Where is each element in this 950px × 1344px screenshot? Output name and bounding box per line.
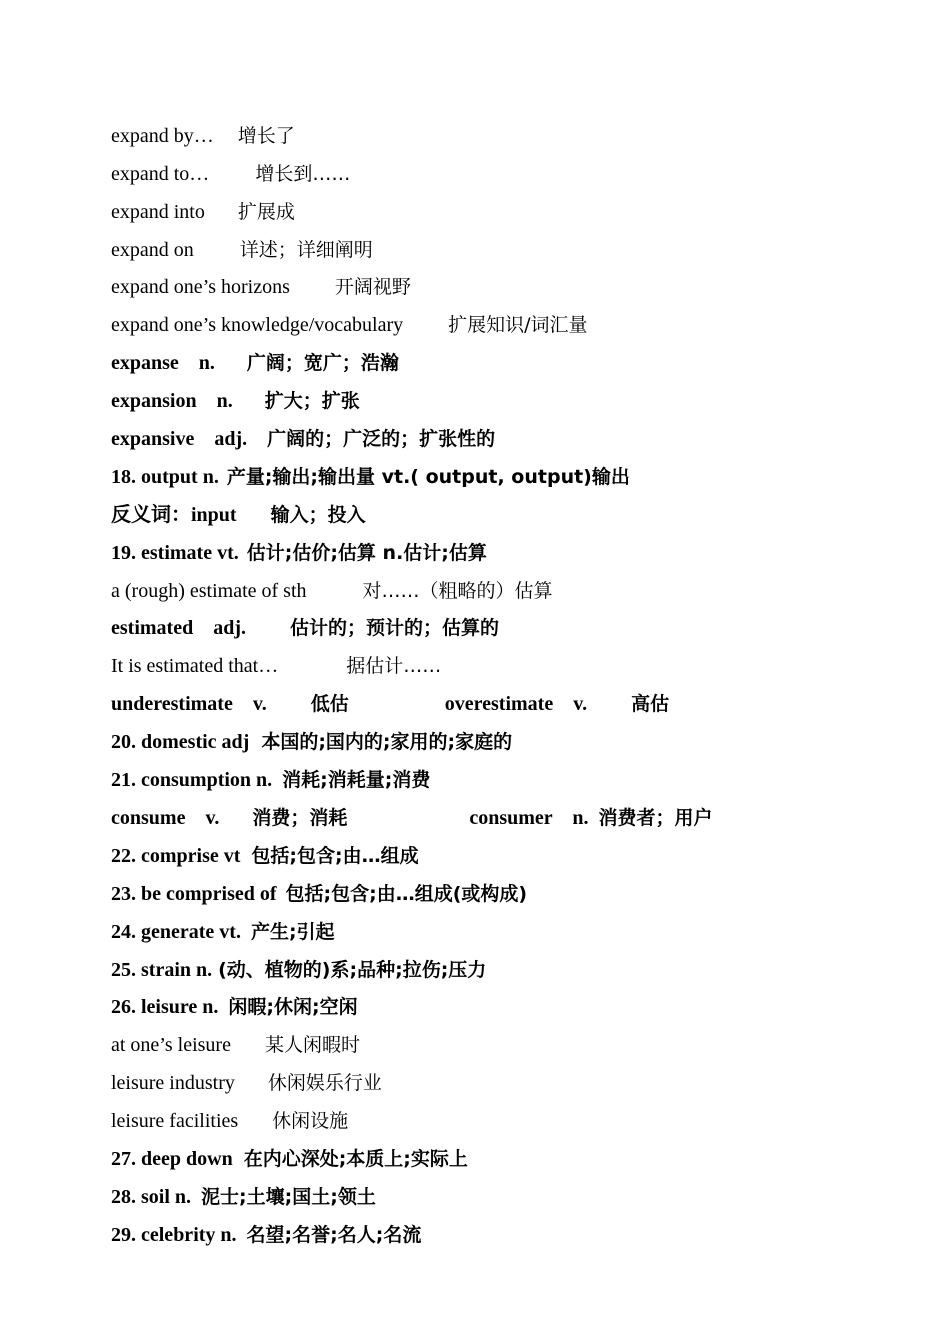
entry-term: at one’s leisure	[111, 1034, 231, 1057]
entry-term: leisure facilities	[111, 1110, 239, 1133]
entry-meaning-2: 消费者；用户	[598, 806, 713, 829]
entry-term: 29. celebrity n.	[111, 1223, 237, 1246]
entry-term: 22. comprise vt	[111, 844, 241, 867]
entry-term: 25. strain n.	[111, 958, 213, 981]
entry-term: expansive adj.	[111, 428, 248, 451]
entry-line	[91, 80, 911, 147]
entry-term: leisure industry	[111, 1072, 235, 1095]
entry-meaning: 包括;包含;由…组成	[251, 844, 419, 867]
entry-term: expand into	[111, 200, 205, 223]
entry-term: 18. output n.	[111, 465, 219, 488]
entry-term: expansion n.	[111, 390, 233, 413]
entry-term: expanse n.	[111, 352, 215, 375]
entry-term: expand one’s knowledge/vocabulary	[111, 314, 404, 337]
entry-meaning: 在内心深处;本质上;实际上	[243, 1147, 468, 1170]
entry-meaning: 估计的；预计的；估算的	[289, 617, 499, 640]
entry-meaning: 扩展知识/词汇量	[448, 314, 588, 337]
entry-meaning: 据估计……	[346, 655, 442, 678]
entry-meaning: (动、植物的)系;品种;拉伤;压力	[218, 958, 487, 981]
entry-term: expand to…	[111, 162, 210, 185]
entry-term: 28. soil n.	[111, 1185, 192, 1208]
entry-term-2: consumer n.	[469, 806, 589, 829]
entry-term: a (rough) estimate of sth	[111, 579, 307, 602]
entry-meaning: 开阔视野	[334, 276, 411, 299]
entry-term: 21. consumption n.	[111, 769, 273, 792]
entry-term: 反义词：input	[111, 503, 237, 526]
entry-term: expand one’s horizons	[111, 276, 290, 299]
entry-meaning: 名望;名誉;名人;名流	[246, 1223, 422, 1246]
entry-meaning: 扩展成	[237, 200, 295, 223]
entry-meaning: 本国的;国内的;家用的;家庭的	[261, 731, 513, 754]
entry-meaning: 休闲娱乐行业	[267, 1072, 382, 1095]
entry-meaning: 广阔的；广泛的；扩张性的	[267, 428, 496, 451]
entry-meaning: 增长到……	[255, 162, 351, 185]
entry-meaning: 包括;包含;由…组成(或构成)	[285, 882, 528, 905]
vocabulary-list	[91, 80, 911, 1246]
entry-term: 24. generate vt.	[111, 920, 241, 943]
entry-meaning: 估计;估价;估算 n.估计;估算	[246, 541, 487, 564]
entry-term: underestimate v.	[111, 693, 267, 716]
entry-meaning: 低估	[310, 693, 349, 716]
entry-meaning: 产量;输出;输出量 vt.( output, output)输出	[226, 465, 630, 488]
entry-term: 26. leisure n.	[111, 996, 219, 1019]
entry-meaning: 闲暇;休闲;空闲	[228, 996, 358, 1019]
entry-term: 23. be comprised of	[111, 882, 277, 905]
entry-meaning: 休闲设施	[272, 1110, 349, 1133]
entry-meaning-2: 高估	[631, 693, 670, 716]
entry-term: 19. estimate vt.	[111, 541, 239, 564]
entry-meaning: 输入；投入	[270, 503, 366, 526]
entry-term: 20. domestic adj	[111, 731, 250, 754]
entry-term: expand on	[111, 238, 194, 261]
entry-meaning: 对……（粗略的）估算	[362, 579, 553, 602]
entry-meaning: 广阔；宽广；浩瀚	[246, 352, 399, 375]
entry-meaning: 详述；详细阐明	[239, 238, 373, 261]
entry-term-2: overestimate v.	[444, 693, 588, 716]
entry-term: It is estimated that…	[111, 655, 279, 678]
entry-term: estimated adj.	[111, 617, 246, 640]
entry-term: consume v.	[111, 806, 220, 829]
entry-meaning: 产生;引起	[250, 920, 335, 943]
entry-meaning: 某人闲暇时	[264, 1034, 360, 1057]
entry-meaning: 消耗;消耗量;消费	[282, 769, 431, 792]
entry-term: expand by…	[111, 124, 214, 147]
entry-meaning: 泥士;土壤;国土;领土	[201, 1185, 376, 1208]
entry-meaning: 增长了	[237, 124, 295, 147]
entry-meaning: 扩大；扩张	[264, 390, 360, 413]
entry-meaning: 消费；消耗	[252, 806, 348, 829]
entry-term: 27. deep down	[111, 1147, 233, 1170]
